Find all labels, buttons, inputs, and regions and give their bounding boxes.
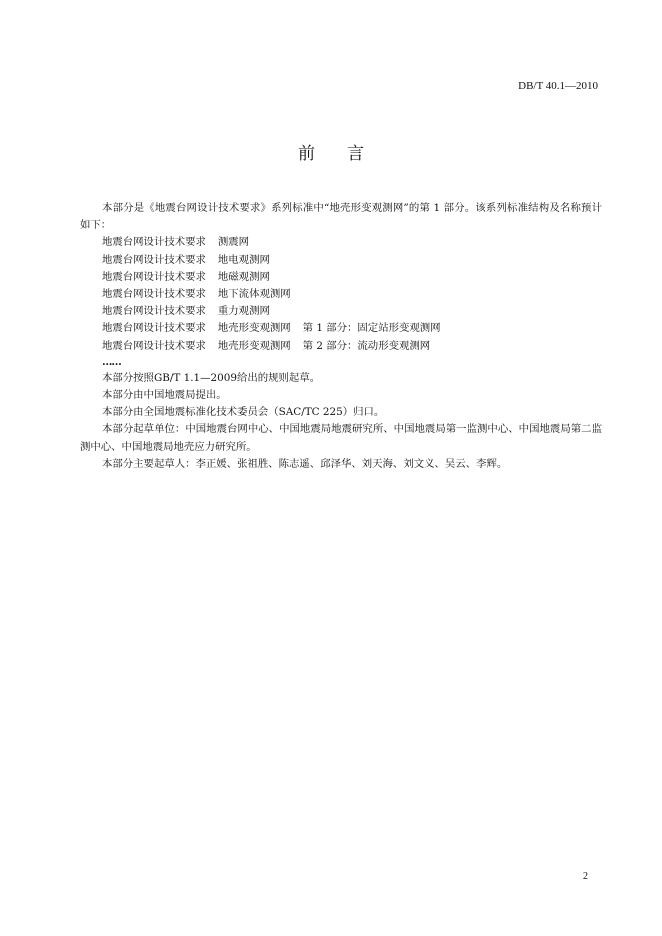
- page-number: 2: [583, 871, 588, 882]
- series-base-title: 地震台网设计技术要求: [102, 270, 206, 283]
- series-base-title: 地震台网设计技术要求: [102, 339, 206, 352]
- committee-paragraph: 本部分由全国地震标准化技术委员会（SAC/TC 225）归口。: [102, 406, 385, 419]
- series-part-title: 第 1 部分：固定站形变观测网: [302, 322, 441, 335]
- series-list-item: [80, 286, 602, 303]
- series-base-title: 地震台网设计技术要求: [102, 288, 206, 301]
- series-list-item: [80, 320, 602, 337]
- page-title: 前言: [298, 144, 396, 164]
- series-list-item: [80, 338, 602, 355]
- series-base-title: 地震台网设计技术要求: [102, 322, 206, 335]
- series-base-title: 地震台网设计技术要求: [102, 305, 206, 318]
- series-list-item: [80, 303, 602, 320]
- series-sub-title: 测震网: [217, 236, 250, 249]
- series-base-title: 地震台网设计技术要求: [102, 253, 206, 266]
- drafters-paragraph: 本部分主要起草人：李正媛、张祖胜、陈志遥、邱泽华、刘天海、刘文义、吴云、李辉。: [102, 457, 508, 470]
- series-sub-title: 地壳形变观测网: [217, 322, 291, 335]
- proposer-paragraph: 本部分由中国地震局提出。: [102, 389, 227, 402]
- series-list: [80, 234, 602, 369]
- series-part-title: 第 2 部分：流动形变观测网: [302, 339, 431, 352]
- series-base-title: 地震台网设计技术要求: [102, 236, 206, 249]
- standard-code: DB/T 40.1—2010: [518, 80, 598, 92]
- series-list-item: [80, 269, 602, 286]
- series-sub-title: 地磁观测网: [217, 270, 270, 283]
- drafting-units-paragraph: 本部分起草单位：中国地震台网中心、中国地震局地震研究所、中国地震局第一监测中心、中国地震局第二监测中心、中国地震局地壳应力研究所。: [80, 423, 602, 453]
- drafting-rules-paragraph: 本部分按照GB/T 1.1—2009给出的规则起草。: [102, 371, 321, 384]
- series-sub-title: 地壳形变观测网: [217, 339, 291, 352]
- series-list-item: [80, 252, 602, 269]
- series-list-item: [80, 234, 602, 251]
- foreword-body: [80, 200, 602, 473]
- intro-paragraph: 本部分是《地震台网设计技术要求》系列标准中“地壳形变观测网”的第 1 部分。该系列标准结构及名称预计如下：: [80, 202, 602, 232]
- series-ellipsis: ……: [102, 355, 121, 368]
- series-sub-title: 重力观测网: [217, 305, 270, 318]
- series-sub-title: 地电观测网: [217, 253, 270, 266]
- series-sub-title: 地下流体观测网: [217, 288, 291, 301]
